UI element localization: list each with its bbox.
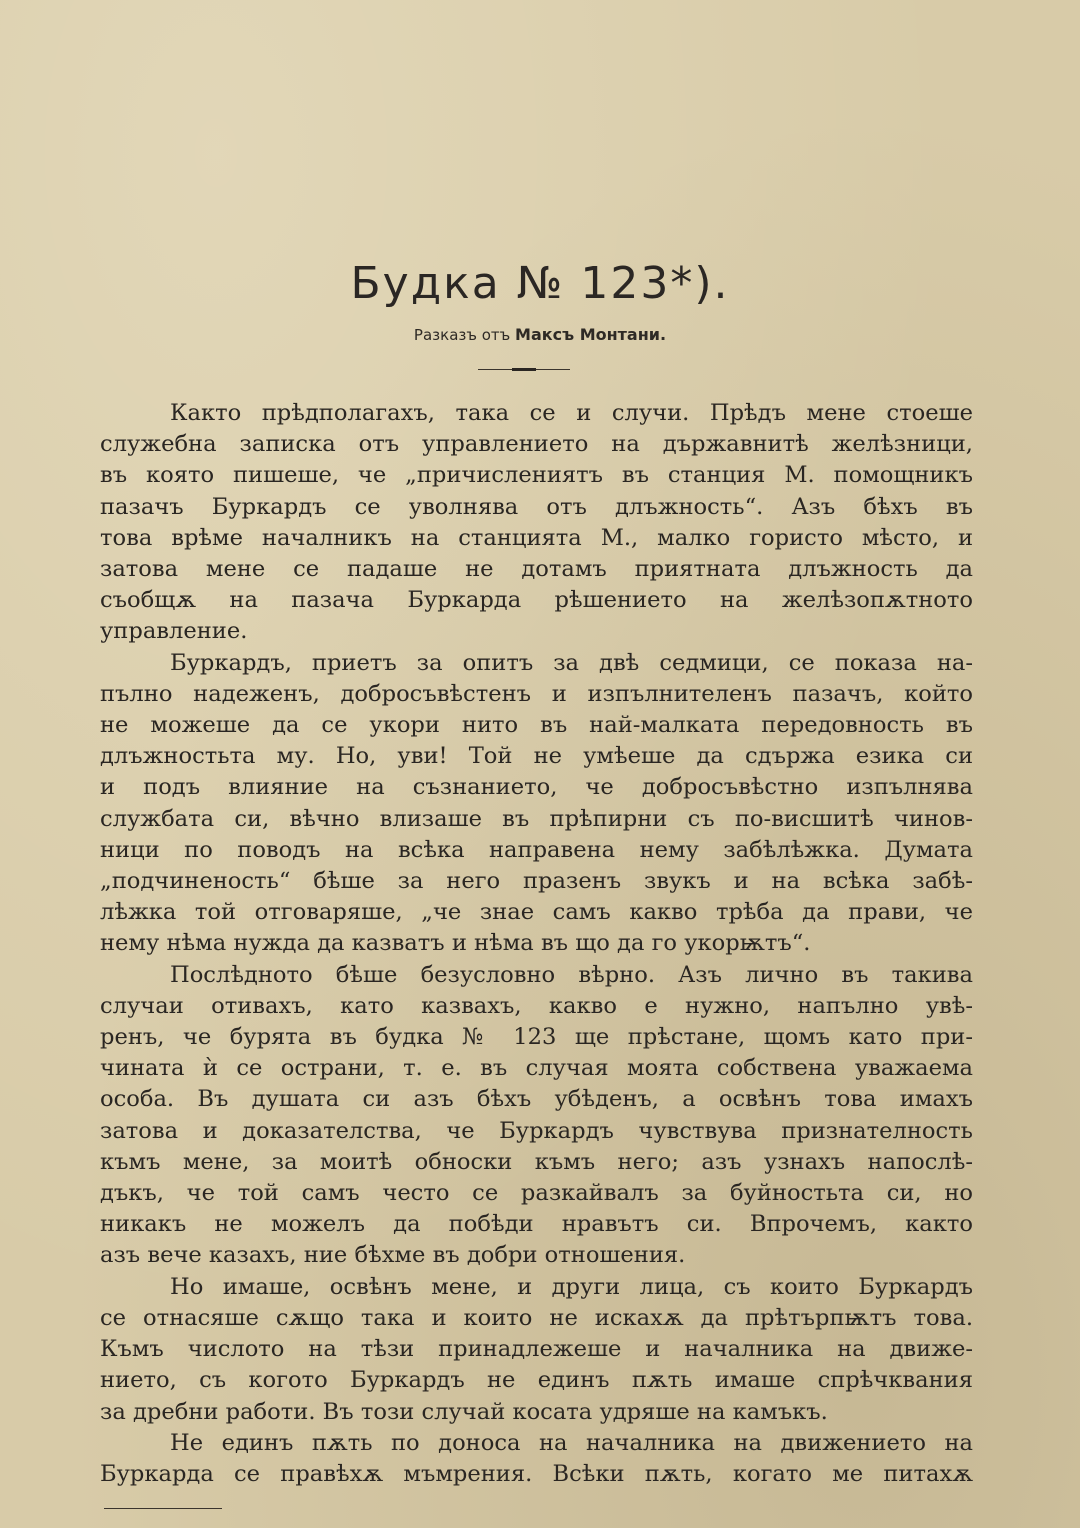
text-line: управление. — [100, 618, 248, 645]
text-line: ници по поводъ на всѣка направена нему забѣлѣжка. Думата — [100, 836, 973, 863]
text-line: чината ѝ се острани, т. е. въ случая моята собствена уважаема — [100, 1055, 973, 1082]
text-line: затова и доказателства, че Буркардъ чувствува признателность — [100, 1117, 973, 1144]
text-line: къмъ мене, за моитѣ обноски къмъ него; азъ узнахъ напослѣ- — [100, 1148, 973, 1175]
text-line: случаи отивахъ, като казвахъ, какво е нужно, напълно увѣ- — [100, 992, 973, 1019]
text-line: Послѣдното бѣше безусловно вѣрно. Азъ лично въ такива — [170, 961, 973, 988]
text-line: съобщѫ на пазача Буркарда рѣшението на желѣзопѫтното — [100, 587, 973, 614]
text-line: Буркардъ, приетъ за опитъ за двѣ седмици, се показа на- — [170, 649, 973, 676]
author-name: Максъ Монтани. — [515, 325, 667, 344]
page-title: Будка № 123*). — [350, 258, 730, 309]
text-line: затова мене се падаше не дотамъ приятната длъжность да — [100, 556, 973, 583]
text-line: Но имаше, освѣнъ мене, и други лица, съ които Буркардъ — [170, 1273, 973, 1300]
text-line: особа. Въ душата си азъ бѣхъ убѣденъ, а освѣнъ това имахъ — [100, 1086, 973, 1113]
text-line: лѣжка той отговаряше, „че знае самъ какво трѣба да прави, че — [100, 899, 973, 926]
text-line: пазачъ Буркардъ се уволнява отъ длъжность“. Азъ бѣхъ въ — [100, 493, 973, 520]
text-line: Както прѣдполагахъ, така се и случи. Прѣдъ мене стоеше — [170, 400, 973, 426]
text-line: Не единъ пѫть по доноса на началника на движението на — [170, 1429, 973, 1456]
text-line: за дребни работи. Въ този случай косата удряше на камъкъ. — [100, 1398, 828, 1425]
text-line: дъкъ, че той самъ често се разкайвалъ за буйностьта си, но — [100, 1180, 973, 1207]
text-line: и подъ влияние на съзнанието, че добросъвѣстно изпълнява — [100, 774, 973, 801]
paragraph — [100, 648, 973, 960]
text-line: длъжностьта му. Но, уви! Той не умѣеше да сдържа езика си — [100, 743, 973, 770]
text-line: азъ вече казахъ, ние бѣхме въ добри отношения. — [100, 1242, 686, 1269]
subtitle-prefix: Разказъ отъ — [413, 326, 511, 344]
paragraph — [100, 960, 973, 1272]
subtitle — [0, 325, 1080, 344]
paragraph — [100, 398, 973, 648]
text-line: нему нѣма нужда да казватъ и нѣма въ що да го укорѭтъ“. — [100, 930, 811, 957]
text-line: службата си, вѣчно влизаше въ прѣпирни съ по-висшитѣ чинов- — [100, 805, 973, 832]
text-line: се отнасяше сѫщо така и които не искахѫ да прѣтърпѭтъ това. — [100, 1304, 973, 1331]
paragraph — [100, 1428, 973, 1490]
paragraph — [100, 1272, 973, 1428]
title-ornament — [478, 368, 570, 371]
body-text — [100, 398, 973, 1490]
text-line: това врѣме началникъ на станцията М., малко гористо мѣсто, и — [100, 524, 973, 551]
text-line: не можеше да се укори нито въ най-малката передовность въ — [100, 712, 973, 739]
text-line: ренъ, че бурята въ будка № 123 ще прѣстане, щомъ като при- — [100, 1024, 973, 1051]
text-line: никакъ не можелъ да побѣди нравътъ си. Впрочемъ, както — [100, 1211, 973, 1238]
text-line: Къмъ числото на тѣзи принадлежеше и началника на движе- — [100, 1336, 973, 1363]
text-line: „подчиненость“ бѣше за него празенъ звукъ и на всѣка забѣ- — [100, 868, 973, 895]
text-line: Буркарда се правѣхѫ мъмрения. Всѣки пѫть, когато ме питахѫ — [100, 1460, 973, 1487]
text-line: служебна записка отъ управлението на държавнитѣ желѣзници, — [100, 431, 973, 458]
text-line: въ която пишеше, че „причислениятъ въ станция М. помощникъ — [100, 462, 973, 489]
footnote-rule — [104, 1508, 222, 1509]
text-line: нието, съ когото Буркардъ не единъ пѫть имаше спрѣчквания — [100, 1367, 973, 1394]
ornament-dash — [512, 368, 536, 371]
text-line: пълно надеженъ, добросъвѣстенъ и изпълнителенъ пазачъ, който — [100, 680, 973, 707]
